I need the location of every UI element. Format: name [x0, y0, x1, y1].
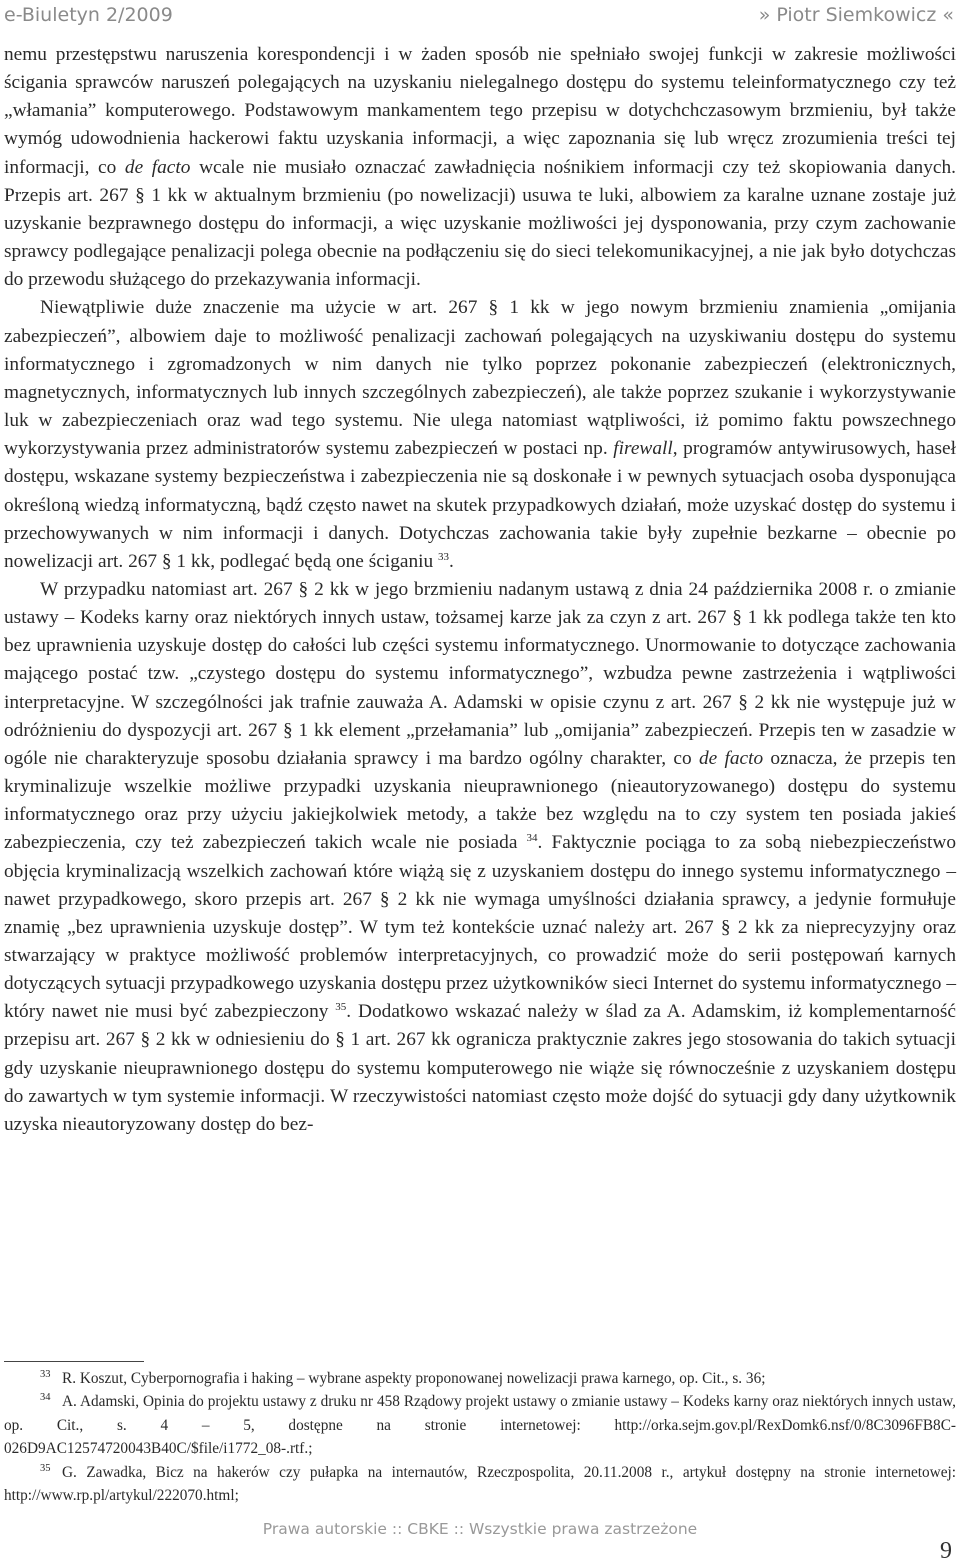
footnote: 34 A. Adamski, Opinia do projektu ustawy z druku nr 458 Rządowy projekt ustawy o zmianie ustawy – Kodeks karny oraz niektórych innych ustaw, op. Cit., s. 4 – 5, dostępne na stronie internetowej: http://orka.sejm.gov.pl/RexDomk6.nsf/0/8C3096FB8C-026D9AC12574720043B40C/$file/i1772_08-.rtf.; [4, 1392, 956, 1458]
footnote-text: R. Koszut, Cyberpornografia i haking – wybrane aspekty proponowanej nowelizacji prawa karnego, op. Cit., s. 36; [62, 1370, 766, 1387]
paragraph-text: . [449, 550, 454, 572]
footnote: 33 R. Koszut, Cyberpornografia i haking – wybrane aspekty proponowanej nowelizacji prawa karnego, op. Cit., s. 36; [40, 1369, 766, 1387]
paragraph-text: Niewątpliwie duże znaczenie ma użycie w art. 267 § 1 kk w jego nowym brzmieniu znamienia „omijania zabezpieczeń”, albowiem daje to możliwość penalizacji zachowań polegających na uzyskiwaniu dostępu do systemu informatycznego i zgromadzonych w nim danych nie tylko poprzez pokonanie zabezpieczeń (elektronicznych, magnetycznych, informatycznych lub innych szczególnych zabezpieczeń), ale także poprzez szukanie i wykorzystywanie luk w zabezpieczeniach oraz wad tego systemu. Nie ulega natomiast wątpliwości, iż pomimo faktu powszechnego wykorzystywania przez administratorów systemu zabezpieczeń w postaci np. [4, 297, 956, 460]
footnote: 35 G. Zawadka, Bicz na hakerów czy pułapka na internautów, Rzeczpospolita, 20.11.2008 r., artykuł dostępny na stronie internetowej: http://www.rp.pl/artykul/222070.html; [4, 1462, 956, 1505]
footnotes [4, 1367, 956, 1507]
footnote-reference: 34 [526, 832, 538, 845]
italic-term: de facto [124, 156, 191, 178]
body-paragraph [4, 576, 956, 1139]
paragraph-text: wcale nie musiało oznaczać zawładnięcia nośnikiem informacji czy też skopiowania danych. Przepis art. 267 § 1 kk w aktualnym brzmieniu (po nowelizacji) usuwa te luki, albowiem za karalne uznane zostaje już uzyskanie bezprawnego dostępu do informacji, a więc uzyskanie możliwości jej dysponowania, przy czym zachowanie sprawcy podlegające penalizacji polega obecnie na podłączeniu się do sieci telekomunikacyjnej, a nie jak było dotychczas do przewodu służącego do przekazywania informacji. [4, 156, 956, 291]
paragraph-text: . Dodatkowo wskazać należy w ślad za A. Adamskim, iż komplementarność przepisu art. 267 § 2 kk w odniesieniu do § 1 art. 267 kk ogranicza praktycznie zakres jego stosowania do takich sytuacji gdy uzyskanie nieuprawnionego dostępu do systemu komputerowego nie wiąże się równocześnie z uzyskaniem dostępu do zawartych w tym systemie informacji. W rzeczywistości natomiast często może dojść do sytuacji gdy dany użytkownik uzyska nieautoryzowany dostęp do bez- [4, 1001, 956, 1135]
paragraph-text: W przypadku natomiast art. 267 § 2 kk w jego brzmieniu nadanym ustawą z dnia 24 października 2008 r. o zmianie ustawy – Kodeks karny oraz niektórych innych ustaw, tożsamej karze jak za czyn z art. 267 § 1 kk podlega także ten kto bez uprawnienia uzyskuje dostęp do całości lub części systemu informatycznego. Unormowanie to dotyczące zachowania mającego postać tzw. „czystego dostępu do systemu informatycznego”, wzbudza pewne zastrzeżenia i wątpliwości interpretacyjne. W szczególności jak trafnie zauważa A. Adamski w opisie czynu z art. 267 § 2 kk nie występuje już w odróżnieniu do dyspozycji art. 267 § 1 kk element „przełamania” lub „omijania” zabezpieczeń. Przepis ten w zasadzie w ogóle nie charakteryzuje sposobu działania sprawcy i ma bardzo ogólny charakter, co [4, 578, 956, 769]
footnote-reference: 33 [438, 550, 450, 563]
paragraph-text: oznacza, że przepis ten kryminalizuje wszelkie możliwe przypadki uzyskania nieuprawnionego (nieautoryzowanego) dostępu do systemu informatycznego oraz przy użyciu jakiejkolwiek metody, a także bez względu na to czy system ten posiada jakieś zabezpieczenia, czy też zabezpieczeń takich wcale nie posiada [4, 747, 956, 854]
footnote-reference: 35 [335, 1001, 347, 1014]
body-paragraph [4, 41, 956, 294]
italic-term: de facto [698, 747, 764, 769]
publication-title: e-Biuletyn 2/2009 [4, 4, 173, 26]
paragraph-text: , programów antywirusowych, haseł dostępu, wskazane systemy bezpieczeństwa i zabezpieczenia nie są doskonałe i w pewnych sytuacjach osoba dysponująca określoną wiedzą informatyczną, bądź często nawet na skutek przypadkowych działań, może uzyskać dostęp do systemu i przechowywanych w nim informacji i danych. Dotychczas zachowania takie były zupełnie bezkarne – obecnie po nowelizacji art. 267 § 1 kk, podlegać będą one ściganiu [4, 438, 956, 572]
article-body [4, 41, 956, 1139]
copyright-footer: Prawa autorskie :: CBKE :: Wszystkie prawa zastrzeżone [262, 1520, 698, 1538]
footnote-text: G. Zawadka, Bicz na hakerów czy pułapka na internautów, Rzeczpospolita, 20.11.2008 r., artykuł dostępny na stronie internetowej: http://www.rp.pl/artykul/222070.html; [4, 1463, 956, 1505]
page-header [0, 0, 960, 30]
italic-term: firewall [613, 438, 673, 460]
body-paragraph [4, 294, 956, 576]
paragraph-text: nemu przestępstwu naruszenia korespondencji i w żaden sposób nie spełniało swojej funkcji w zakresie możliwości ścigania sprawców naruszeń polegających na uzyskaniu nielegalnego dostępu do systemu teleinformatycznego czy też „włamania” komputerowego. Podstawowym mankamentem tego przepisu w dotychchczasowym brzmieniu, był także wymóg udowodnienia hackerowi faktu uzyskania informacji, a więc zapoznania się lub wręcz zrozumienia treści tej informacji, co [4, 44, 956, 178]
paragraph-text: . Faktycznie pociąga to za sobą niebezpieczeństwo objęcia kryminalizacją wszelkich zachowań które wiążą się z uzyskaniem dostępu do innego systemu informatycznego – nawet przypadkowego, skoro przepis art. 267 § 2 kk nie wymaga umyślności działania sprawcy, a jedynie formułuje znamię „bez uprawnienia uzyskuje dostęp”. W tym też kontekście uznać należy art. 267 § 2 kk za nieprecyzyjny oraz stwarzający w praktyce możliwość problemów interpretacyjnych, co prowadzić może do serii postępowań karnych dotyczących sytuacji przypadkowego uzyskania dostępu przez użytkowników sieci Internet do systemu informatycznego – który nawet nie musi być zabezpieczony [4, 832, 956, 1023]
footnote-divider [4, 1361, 144, 1362]
footnote-text: A. Adamski, Opinia do projektu ustawy z druku nr 458 Rządowy projekt ustawy o zmianie ustawy – Kodeks karny oraz niektórych innych ustaw, op. Cit., s. 4 – 5, dostępne na stronie internetowej: http://orka.sejm.gov.pl/RexDomk6.nsf/0/8C3096FB8C-026D9AC12574720043B40C/$file/i1772_08-.rtf.; [4, 1393, 956, 1458]
page-number: 9 [940, 1538, 952, 1564]
author-name: » Piotr Siemkowicz « [758, 4, 954, 26]
